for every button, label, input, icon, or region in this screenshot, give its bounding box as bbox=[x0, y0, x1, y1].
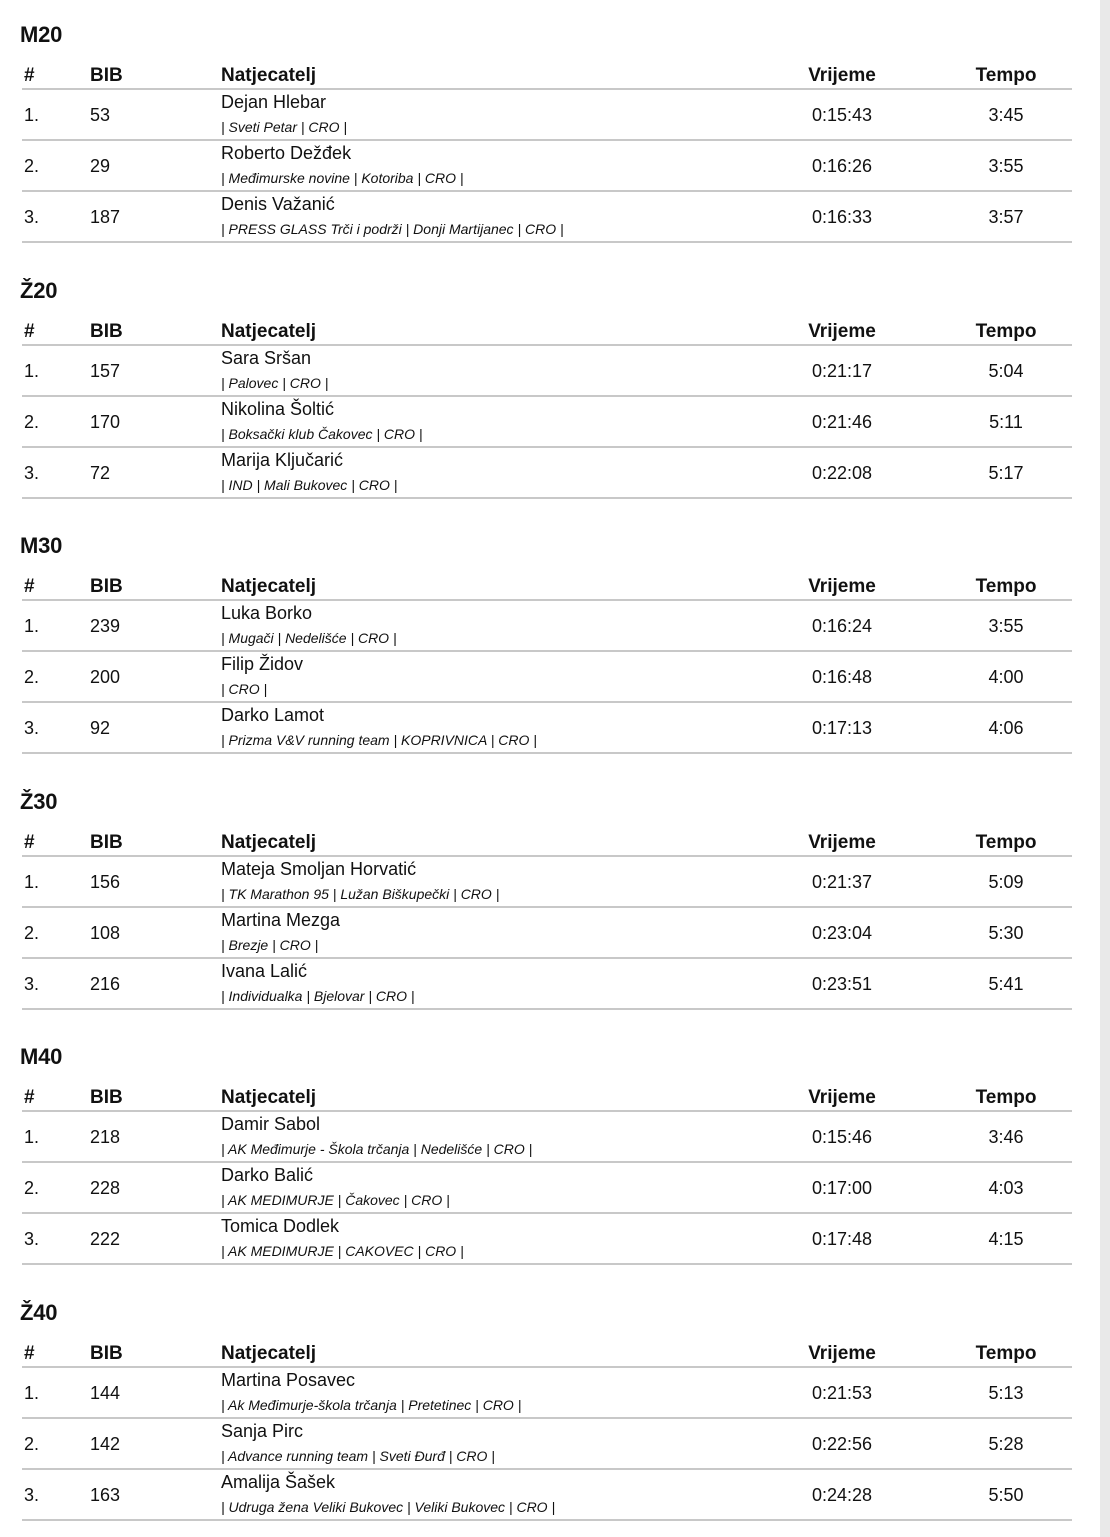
runner-name: Amalija Šašek bbox=[221, 1472, 336, 1492]
header-rank: # bbox=[24, 320, 35, 342]
row-pace: 3:55 bbox=[988, 156, 1024, 176]
row-pace: 3:55 bbox=[988, 616, 1024, 637]
table-header bbox=[22, 60, 1072, 90]
header-name: Natjecatelj bbox=[221, 1343, 317, 1364]
header-pace: Tempo bbox=[975, 831, 1037, 853]
table-header bbox=[22, 1338, 1072, 1368]
row-pace: 5:30 bbox=[988, 922, 1024, 943]
row-rank: 3. bbox=[24, 1229, 40, 1250]
runner-club: | Brezje | CRO | bbox=[221, 936, 319, 953]
row-bib: 216 bbox=[90, 973, 121, 994]
table-row bbox=[22, 192, 1072, 243]
header-bib: BIB bbox=[90, 1087, 123, 1109]
runner-club: | Boksački klub Čakovec | CRO | bbox=[221, 425, 423, 442]
table-row bbox=[22, 1368, 1072, 1419]
runner-name: Damir Sabol bbox=[221, 1114, 321, 1135]
header-bib: BIB bbox=[90, 1343, 123, 1364]
row-time: 0:16:24 bbox=[811, 616, 873, 637]
runner-name: Mateja Smoljan Horvatić bbox=[221, 858, 417, 879]
header-bib: BIB bbox=[90, 831, 123, 853]
row-bib: 142 bbox=[90, 1434, 121, 1454]
runner-club: | IND | Mali Bukovec | CRO | bbox=[221, 476, 398, 493]
page-edge bbox=[1100, 0, 1110, 1537]
row-time: 0:16:26 bbox=[811, 156, 873, 176]
header-bib: BIB bbox=[90, 320, 123, 342]
row-rank: 3. bbox=[24, 718, 40, 739]
row-bib: 163 bbox=[90, 1485, 121, 1505]
table-row bbox=[22, 346, 1072, 397]
runner-club: | TK Marathon 95 | Lužan Biškupečki | CRO | bbox=[221, 885, 500, 902]
runner-name: Darko Balić bbox=[221, 1165, 314, 1186]
header-time: Vrijeme bbox=[808, 1087, 876, 1109]
row-rank: 2. bbox=[24, 922, 40, 943]
row-rank: 3. bbox=[24, 462, 40, 483]
row-rank: 1. bbox=[24, 616, 40, 637]
row-time: 0:17:48 bbox=[811, 1229, 873, 1250]
runner-club: | Ak Međimurje-škola trčanja | Pretetinec | CRO | bbox=[221, 1397, 522, 1413]
row-time: 0:23:51 bbox=[811, 973, 873, 994]
header-rank: # bbox=[24, 576, 35, 598]
row-bib: 53 bbox=[90, 105, 111, 125]
runner-club: | AK MEDIMURJE | Čakovec | CRO | bbox=[221, 1192, 450, 1209]
runner-name: Denis Važanić bbox=[221, 194, 335, 214]
row-rank: 2. bbox=[24, 1178, 40, 1199]
row-time: 0:24:28 bbox=[811, 1485, 873, 1505]
row-rank: 1. bbox=[24, 360, 40, 381]
table-row bbox=[22, 397, 1072, 448]
runner-club: | Mugači | Nedelišće | CRO | bbox=[221, 630, 397, 647]
row-pace: 5:09 bbox=[988, 871, 1024, 892]
header-rank: # bbox=[24, 831, 35, 853]
row-rank: 2. bbox=[24, 411, 40, 432]
runner-name: Tomica Dodlek bbox=[221, 1216, 340, 1237]
header-time: Vrijeme bbox=[808, 576, 876, 598]
runner-club: | AK Međimurje - Škola trčanja | Nedelišće | CRO | bbox=[221, 1141, 533, 1158]
row-rank: 3. bbox=[24, 1485, 40, 1505]
table-row bbox=[22, 1419, 1072, 1470]
table-row bbox=[22, 1163, 1072, 1214]
row-time: 0:21:46 bbox=[811, 411, 873, 432]
header-pace: Tempo bbox=[975, 320, 1037, 342]
table-row bbox=[22, 959, 1072, 1010]
table-row bbox=[22, 1214, 1072, 1265]
row-time: 0:22:56 bbox=[811, 1434, 873, 1454]
row-bib: 92 bbox=[90, 718, 111, 739]
row-time: 0:21:37 bbox=[811, 871, 873, 892]
runner-club: | Sveti Petar | CRO | bbox=[221, 119, 348, 135]
table-row bbox=[22, 601, 1072, 652]
header-name: Natjecatelj bbox=[221, 576, 317, 598]
row-pace: 4:06 bbox=[988, 718, 1024, 739]
table-header bbox=[22, 571, 1072, 601]
row-pace: 3:45 bbox=[988, 105, 1024, 125]
runner-club: | Individualka | Bjelovar | CRO | bbox=[221, 987, 415, 1004]
runner-club: | Advance running team | Sveti Đurđ | CRO | bbox=[221, 1448, 495, 1464]
row-pace: 3:46 bbox=[988, 1127, 1024, 1148]
row-bib: 187 bbox=[90, 207, 121, 227]
row-bib: 228 bbox=[90, 1178, 121, 1199]
runner-name: Luka Borko bbox=[221, 603, 313, 624]
row-pace: 5:17 bbox=[988, 462, 1024, 483]
row-rank: 3. bbox=[24, 207, 40, 227]
table-row bbox=[22, 141, 1072, 192]
row-time: 0:22:08 bbox=[811, 462, 873, 483]
header-name: Natjecatelj bbox=[221, 65, 317, 86]
header-pace: Tempo bbox=[975, 65, 1037, 86]
category-section bbox=[0, 767, 1100, 1023]
row-time: 0:16:33 bbox=[811, 207, 873, 227]
runner-club: | AK MEDIMURJE | CAKOVEC | CRO | bbox=[221, 1243, 464, 1260]
header-time: Vrijeme bbox=[808, 1343, 876, 1364]
row-bib: 144 bbox=[90, 1383, 121, 1403]
runner-name: Filip Židov bbox=[221, 654, 304, 675]
table-row bbox=[22, 90, 1072, 141]
category-section bbox=[0, 256, 1100, 512]
table-header bbox=[22, 316, 1072, 346]
row-rank: 1. bbox=[24, 105, 40, 125]
header-rank: # bbox=[24, 1087, 35, 1109]
row-bib: 157 bbox=[90, 360, 121, 381]
runner-name: Martina Mezga bbox=[221, 909, 341, 930]
runner-club: | Udruga žena Veliki Bukovec | Veliki Bukovec | CRO | bbox=[221, 1499, 556, 1515]
row-bib: 72 bbox=[90, 462, 111, 483]
category-title: M30 bbox=[20, 533, 63, 559]
table-header bbox=[22, 1082, 1072, 1112]
row-bib: 156 bbox=[90, 871, 121, 892]
header-name: Natjecatelj bbox=[221, 831, 317, 853]
category-title: Ž40 bbox=[20, 1300, 58, 1325]
row-rank: 1. bbox=[24, 1383, 40, 1403]
row-rank: 2. bbox=[24, 1434, 40, 1454]
table-row bbox=[22, 857, 1072, 908]
row-bib: 239 bbox=[90, 616, 121, 637]
table-header bbox=[22, 827, 1072, 857]
runner-club: | Palovec | CRO | bbox=[221, 374, 329, 391]
table-row bbox=[22, 908, 1072, 959]
row-time: 0:15:46 bbox=[811, 1127, 873, 1148]
row-rank: 2. bbox=[24, 667, 40, 688]
category-title: Ž20 bbox=[20, 277, 58, 303]
runner-name: Dejan Hlebar bbox=[221, 92, 327, 112]
row-bib: 218 bbox=[90, 1127, 121, 1148]
runner-name: Sanja Pirc bbox=[221, 1421, 304, 1441]
row-rank: 1. bbox=[24, 871, 40, 892]
table-row bbox=[22, 1112, 1072, 1163]
table-row bbox=[22, 703, 1072, 754]
header-time: Vrijeme bbox=[808, 831, 876, 853]
row-bib: 200 bbox=[90, 667, 121, 688]
row-time: 0:21:53 bbox=[811, 1383, 873, 1403]
header-name: Natjecatelj bbox=[221, 1087, 317, 1109]
row-bib: 29 bbox=[90, 156, 111, 176]
row-time: 0:17:13 bbox=[811, 718, 873, 739]
row-time: 0:17:00 bbox=[811, 1178, 873, 1199]
runner-name: Darko Lamot bbox=[221, 705, 325, 726]
table-row bbox=[22, 1470, 1072, 1521]
category-section bbox=[0, 0, 1100, 256]
row-pace: 5:50 bbox=[988, 1485, 1024, 1505]
row-pace: 5:41 bbox=[988, 973, 1024, 994]
category-section bbox=[0, 511, 1100, 767]
row-pace: 5:28 bbox=[988, 1434, 1024, 1454]
row-time: 0:16:48 bbox=[811, 667, 873, 688]
runner-club: | Međimurske novine | Kotoriba | CRO | bbox=[221, 170, 464, 186]
category-title: M40 bbox=[20, 1044, 63, 1070]
header-rank: # bbox=[24, 65, 35, 86]
row-rank: 1. bbox=[24, 1127, 40, 1148]
row-pace: 5:11 bbox=[989, 411, 1023, 432]
category-title: M20 bbox=[20, 22, 63, 47]
runner-club: | PRESS GLASS Trči i podrži | Donji Martijanec | CRO | bbox=[221, 221, 564, 237]
header-name: Natjecatelj bbox=[221, 320, 317, 342]
table-row bbox=[22, 652, 1072, 703]
runner-club: | CRO | bbox=[221, 681, 268, 698]
runner-name: Marija Ključarić bbox=[221, 449, 344, 470]
row-pace: 3:57 bbox=[988, 207, 1024, 227]
row-rank: 2. bbox=[24, 156, 40, 176]
category-section bbox=[0, 1278, 1100, 1534]
category-title: Ž30 bbox=[20, 788, 58, 814]
row-time: 0:21:17 bbox=[811, 360, 873, 381]
row-pace: 5:04 bbox=[988, 360, 1024, 381]
header-time: Vrijeme bbox=[808, 320, 876, 342]
row-pace: 5:13 bbox=[988, 1383, 1024, 1403]
row-time: 0:15:43 bbox=[811, 105, 873, 125]
row-rank: 3. bbox=[24, 973, 40, 994]
runner-name: Martina Posavec bbox=[221, 1370, 356, 1390]
row-bib: 170 bbox=[90, 411, 121, 432]
header-time: Vrijeme bbox=[808, 65, 876, 86]
header-bib: BIB bbox=[90, 576, 123, 598]
row-pace: 4:00 bbox=[988, 667, 1024, 688]
table-row bbox=[22, 448, 1072, 499]
header-rank: # bbox=[24, 1343, 35, 1364]
runner-club: | Prizma V&V running team | KOPRIVNICA | CRO | bbox=[221, 732, 537, 749]
category-section bbox=[0, 1022, 1100, 1278]
runner-name: Ivana Lalić bbox=[221, 960, 308, 981]
runner-name: Roberto Dežđek bbox=[221, 143, 352, 163]
runner-name: Nikolina Šoltić bbox=[221, 398, 335, 419]
header-pace: Tempo bbox=[975, 576, 1037, 598]
header-bib: BIB bbox=[90, 65, 123, 86]
row-time: 0:23:04 bbox=[811, 922, 873, 943]
header-pace: Tempo bbox=[975, 1087, 1037, 1109]
runner-name: Sara Sršan bbox=[221, 347, 312, 368]
row-pace: 4:15 bbox=[988, 1229, 1024, 1250]
row-bib: 222 bbox=[90, 1229, 121, 1250]
row-bib: 108 bbox=[90, 922, 121, 943]
row-pace: 4:03 bbox=[988, 1178, 1024, 1199]
header-pace: Tempo bbox=[975, 1343, 1037, 1364]
